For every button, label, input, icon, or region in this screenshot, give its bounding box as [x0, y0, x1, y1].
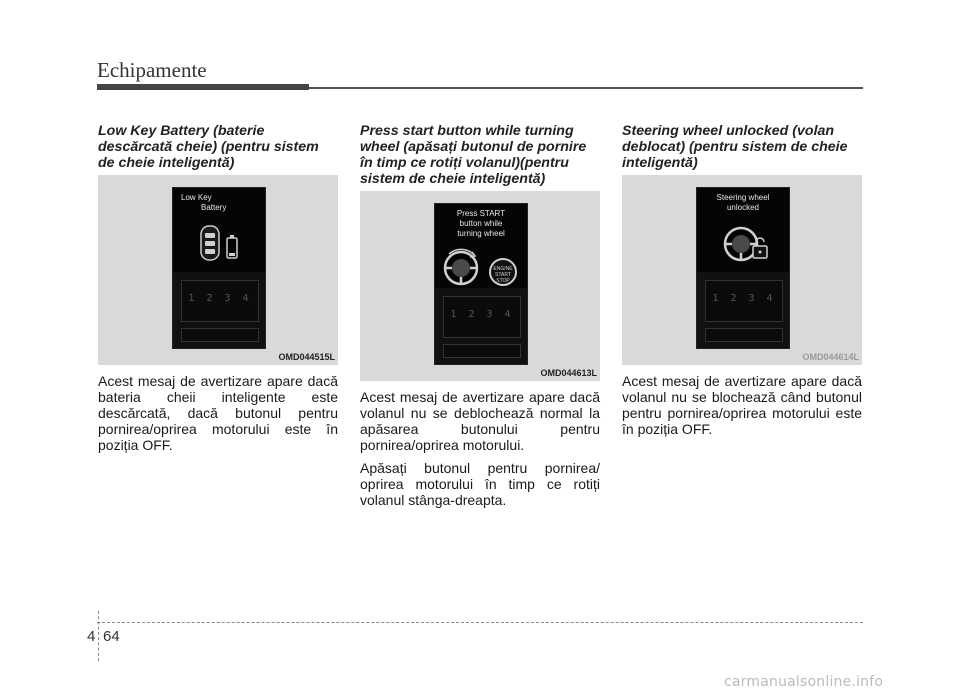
- page-header-title: Echipamente: [97, 58, 207, 82]
- figure-code: OMD044613L: [540, 368, 597, 378]
- display-gauge-area: [173, 272, 265, 348]
- display-gauge-area: [435, 288, 527, 364]
- display-text-line: unlocked: [726, 203, 760, 212]
- section-heading: Press start button while turning wheel (apăsați butonul de pornire în timp ce rotiți volanul)(pentru sistem de cheie inteligentă): [360, 123, 587, 187]
- display-text-line: turning wheel: [457, 229, 505, 238]
- smart-key-battery-icon: [199, 224, 243, 262]
- cluster-display: [172, 187, 266, 349]
- display-gauge-area: [697, 272, 789, 348]
- button-text-line: STOP: [496, 278, 510, 284]
- watermark: carmanualsonline.info: [724, 674, 884, 690]
- gear-indicator-graphic: 1 2 3 4: [188, 293, 252, 304]
- cluster-figure: [360, 191, 600, 381]
- section-low-key-battery: [98, 123, 338, 453]
- section-steering-wheel-unlocked: [622, 123, 862, 437]
- header-rule-thin: [309, 87, 863, 89]
- display-message-area: [435, 204, 527, 288]
- odometer-strip-graphic: [705, 328, 783, 342]
- footer-vertical-rule: [98, 611, 99, 661]
- display-message-area: [173, 188, 265, 272]
- section-paragraph: Acest mesaj de avertizare apare dacă volanul nu se deblochează normal la apăsarea butonului pentru pornirea/oprirea motorului.: [360, 389, 600, 453]
- button-text-line: START: [495, 272, 511, 278]
- display-text-line: Steering wheel: [716, 193, 770, 202]
- display-text-line: Press START: [456, 209, 506, 218]
- odometer-strip-graphic: [443, 344, 521, 358]
- cluster-figure: [622, 175, 862, 365]
- page-number: 64: [103, 628, 120, 645]
- engine-start-stop-button-icon: [489, 258, 517, 286]
- cluster-figure: [98, 175, 338, 365]
- header-rule-thick: [97, 84, 309, 90]
- display-text-line: Battery: [201, 203, 227, 212]
- section-heading: Steering wheel unlocked (volan deblocat) (pentru sistem de cheie inteligentă): [622, 123, 848, 171]
- display-text-line: Low Key: [181, 193, 212, 202]
- section-paragraph: Acest mesaj de avertizare apare dacă volanul nu se blochează când butonul pentru pornirea/oprirea motorului este în poziția OFF.: [622, 373, 862, 437]
- footer-dashed-rule: [97, 622, 863, 623]
- section-paragraph: Acest mesaj de avertizare apare dacă bateria cheii inteligente este descărcată, dacă butonul pentru pornirea/oprirea motorului este în poziția OFF.: [98, 373, 338, 453]
- chapter-number: 4: [87, 628, 96, 645]
- display-text-line: button while: [459, 219, 503, 228]
- gear-indicator-graphic: 1 2 3 4: [712, 293, 776, 304]
- cluster-display: [434, 203, 528, 365]
- figure-code: OMD044515L: [278, 352, 335, 362]
- display-message-area: [697, 188, 789, 272]
- figure-code: OMD044614L: [802, 352, 859, 362]
- steering-wheel-icon: [441, 248, 483, 288]
- button-text-line: ENGINE: [493, 266, 513, 272]
- odometer-strip-graphic: [181, 328, 259, 342]
- gear-indicator-graphic: 1 2 3 4: [450, 309, 514, 320]
- section-press-start-button: [360, 123, 600, 508]
- steering-wheel-lock-icon: [721, 222, 771, 266]
- cluster-display: [696, 187, 790, 349]
- section-heading: Low Key Battery (baterie descărcată cheie) (pentru sistem de cheie inteligentă): [98, 123, 319, 171]
- section-paragraph: Apăsați butonul pentru pornirea/ oprirea motorului în timp ce rotiți volanul stânga-dreapta.: [360, 460, 600, 508]
